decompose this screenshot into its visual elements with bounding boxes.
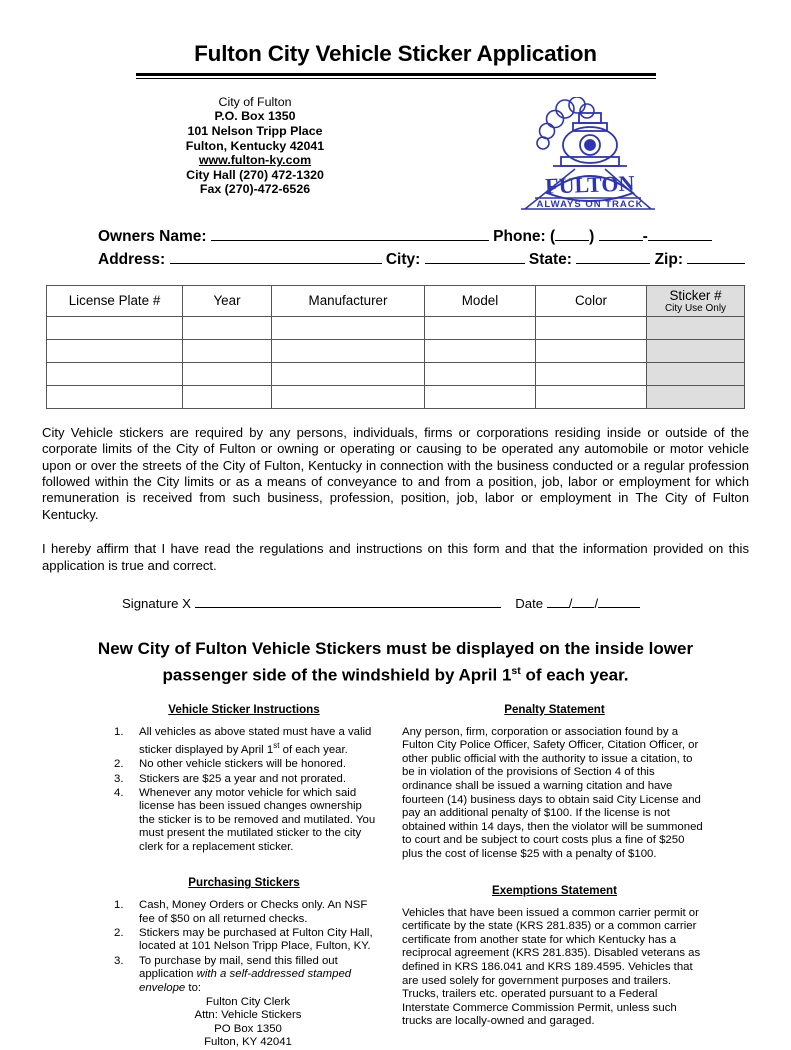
penalty-text: Any person, firm, corporation or association found by a Fulton City Police Officer, Safety Officer, Citation Officer, or other public official with the authority to issue a citation, to be in violation of the provisions of Section 4 of this ordinance shall be issued a warning citation and have fourteen (14) business days to obtain said City License and pay an additional penalty of $100. If the license is not obtained within 14 days, then the violator will be summoned to court and be subject to court costs plus a fine of $250 plus the cost of license $25 with a penalty of $100. (402, 725, 703, 860)
cell-sticker (647, 385, 745, 408)
phone-label: Phone: ( (493, 227, 556, 245)
cell-color[interactable] (536, 362, 647, 385)
address-row (98, 248, 791, 271)
cell-color[interactable] (536, 385, 647, 408)
phone-prefix-input[interactable] (599, 225, 643, 241)
address-line-city: City of Fulton (218, 94, 292, 109)
cell-license-plate[interactable] (47, 385, 183, 408)
mailing-address (112, 996, 376, 1050)
phone-dash: - (642, 227, 648, 245)
cell-sticker (647, 316, 745, 339)
date-label: Date (515, 596, 544, 611)
state-label: State: (528, 250, 572, 268)
cell-model[interactable] (425, 339, 536, 362)
address-logo-band (0, 95, 791, 217)
list-text: Whenever any motor vehicle for which said license has been issued changes ownership the sticker is to be removed and mutilated. You must present the mutilated sticker to the city clerk for a replacement sticker. (139, 787, 376, 853)
table-row (47, 316, 745, 339)
list-text: Stickers may be purchased at Fulton City Hall, located at 101 Nelson Tripp Place, Fulton, KY. (139, 926, 373, 953)
date-slash-2: / (594, 596, 599, 611)
city-hall-fax: Fax (270)-472-6526 (199, 182, 311, 197)
column-header-color: Color (536, 285, 647, 316)
website-link[interactable]: www.fulton-ky.com (198, 153, 312, 168)
column-header-manufacturer: Manufacturer (272, 285, 425, 316)
cell-sticker (647, 339, 745, 362)
address-line-street: 101 Nelson Tripp Place (187, 123, 323, 138)
date-day-input[interactable] (572, 592, 594, 608)
list-text-post: to: (185, 981, 202, 994)
logo-wordmark: FULTON (544, 170, 635, 199)
list-text: Stickers are $25 a year and not prorated. (139, 772, 347, 785)
vehicle-table (46, 285, 745, 409)
column-header-sticker (647, 285, 745, 316)
notice-text-pre: New City of Fulton Vehicle Stickers must be displayed on the inside lower passenger side of the windshield by April 1 (97, 639, 694, 685)
instructions-heading: Vehicle Sticker Instructions (168, 702, 320, 716)
table-header-row (47, 285, 745, 316)
phone-line-input[interactable] (648, 225, 712, 241)
owner-fields (0, 225, 791, 271)
list-number: 1. (114, 725, 124, 738)
list-text: All vehicles as above stated must have a valid sticker displayed by April 1 (139, 725, 372, 756)
list-ordinal: st (273, 741, 280, 751)
cell-manufacturer[interactable] (272, 362, 425, 385)
cell-sticker (647, 362, 745, 385)
cell-color[interactable] (536, 339, 647, 362)
list-number: 3. (114, 954, 124, 967)
cell-year[interactable] (183, 362, 272, 385)
list-item (112, 726, 376, 758)
mail-line-citystatezip: Fulton, KY 42041 (204, 1036, 292, 1049)
list-item (112, 773, 376, 786)
city-hall-phone: City Hall (270) 472-1320 (186, 167, 324, 182)
list-item (112, 955, 376, 995)
table-row (47, 339, 745, 362)
notice-ordinal: st (511, 665, 521, 677)
address-line-citystatezip: Fulton, Kentucky 42041 (185, 138, 325, 153)
cell-manufacturer[interactable] (272, 316, 425, 339)
list-number: 3. (114, 772, 124, 785)
state-input[interactable] (576, 248, 650, 264)
list-text-post: of each year. (279, 743, 348, 756)
right-column (402, 703, 707, 1050)
exemptions-text: Vehicles that have been issued a common carrier permit or certificate by the state (KRS 281.835) or a common carrier certificate from another state for which Kentucky has a reciprocal agreement (KRS 281.835). Disabled veterans as defined in KRS 186.041 and KRS 189.4595. Vehicles that are used solely for government purposes and trailers. Trucks, trailers etc. operated pursuant to a Federal Interstate Commerce Commission Permit, unless such trucks are locally-owned and garaged. (402, 906, 701, 1028)
city-label: City: (385, 250, 421, 268)
title-section (0, 0, 791, 79)
page-title: Fulton City Vehicle Sticker Application (194, 41, 597, 66)
cell-year[interactable] (183, 339, 272, 362)
lower-columns (112, 703, 707, 1050)
title-divider (136, 73, 656, 79)
cell-model[interactable] (425, 316, 536, 339)
logo-motto: ALWAYS ON TRACK (536, 198, 644, 210)
left-column (112, 703, 376, 1050)
address-label: Address: (98, 250, 166, 268)
cell-license-plate[interactable] (47, 316, 183, 339)
display-notice (58, 637, 733, 687)
list-text: No other vehicle stickers will be honored. (139, 758, 347, 771)
cell-year[interactable] (183, 316, 272, 339)
notice-text-post: of each year. (520, 665, 629, 685)
list-text: To purchase by mail, send this filled out application (139, 954, 338, 981)
exemptions-heading: Exemptions Statement (492, 883, 617, 897)
list-text: Cash, Money Orders or Checks only. An NSF fee of $50 on all returned checks. (139, 899, 368, 925)
signature-row (0, 592, 791, 611)
date-month-input[interactable] (547, 592, 569, 608)
mail-line-clerk: Fulton City Clerk (205, 995, 291, 1008)
table-row (47, 362, 745, 385)
penalty-heading: Penalty Statement (504, 702, 605, 716)
cell-license-plate[interactable] (47, 339, 183, 362)
cell-license-plate[interactable] (47, 362, 183, 385)
owners-name-input[interactable] (211, 225, 489, 241)
list-number: 4. (114, 787, 124, 800)
city-address-block (40, 95, 470, 197)
instructions-list (112, 726, 376, 854)
address-line-po-box: P.O. Box 1350 (214, 109, 296, 124)
zip-input[interactable] (687, 248, 745, 264)
phone-paren-close: ) (589, 227, 595, 245)
cell-year[interactable] (183, 385, 272, 408)
mail-line-attn: Attn: Vehicle Stickers (194, 1009, 302, 1022)
cell-model[interactable] (425, 385, 536, 408)
list-item (112, 787, 376, 854)
date-year-input[interactable] (598, 592, 640, 608)
sticker-header-sub: City Use Only (664, 302, 727, 314)
list-number: 1. (114, 899, 124, 912)
address-input[interactable] (170, 248, 382, 264)
purchasing-heading: Purchasing Stickers (188, 876, 300, 890)
cell-color[interactable] (536, 316, 647, 339)
requirement-paragraph: City Vehicle stickers are required by any persons, individuals, firms or corporations residing inside or outside of the corporate limits of the City of Fulton or owning or operating or causing to be operated any automobile or motor vehicle upon or over the streets of the City of Fulton, Kentucky in connection with the business conducted or a regular profession followed within the City limits or as a means of conveyance to and from a position, job, labor or employment for which remuneration is received from such business, profession, position, job, labor or employment in The City of Fulton Kentucky. (42, 424, 749, 522)
owners-name-label: Owners Name: (98, 227, 207, 245)
list-text-italic: with a self-addressed stamped envelope (139, 968, 352, 994)
signature-input[interactable] (195, 592, 501, 608)
column-header-model: Model (425, 285, 536, 316)
column-header-license-plate: License Plate # (47, 285, 183, 316)
cell-model[interactable] (425, 362, 536, 385)
list-number: 2. (114, 758, 124, 771)
owner-name-row (98, 225, 791, 248)
affirmation-paragraph: I hereby affirm that I have read the regulations and instructions on this form and that the information provided on this application is true and correct. (42, 541, 749, 573)
fulton-train-logo (517, 97, 659, 215)
column-header-year: Year (183, 285, 272, 316)
list-number: 2. (114, 926, 124, 939)
list-item (112, 927, 376, 954)
date-slash-1: / (568, 596, 573, 611)
list-item (112, 899, 376, 926)
zip-label: Zip: (654, 250, 683, 268)
cell-manufacturer[interactable] (272, 339, 425, 362)
city-input[interactable] (425, 248, 525, 264)
table-body (47, 316, 745, 408)
purchasing-list (112, 899, 376, 995)
cell-manufacturer[interactable] (272, 385, 425, 408)
sticker-header-main: Sticker # (669, 287, 722, 303)
signature-label: Signature X (122, 596, 191, 611)
list-item (112, 758, 376, 771)
mail-line-pobox: PO Box 1350 (214, 1022, 282, 1035)
phone-area-code-input[interactable] (555, 225, 589, 241)
table-row (47, 385, 745, 408)
